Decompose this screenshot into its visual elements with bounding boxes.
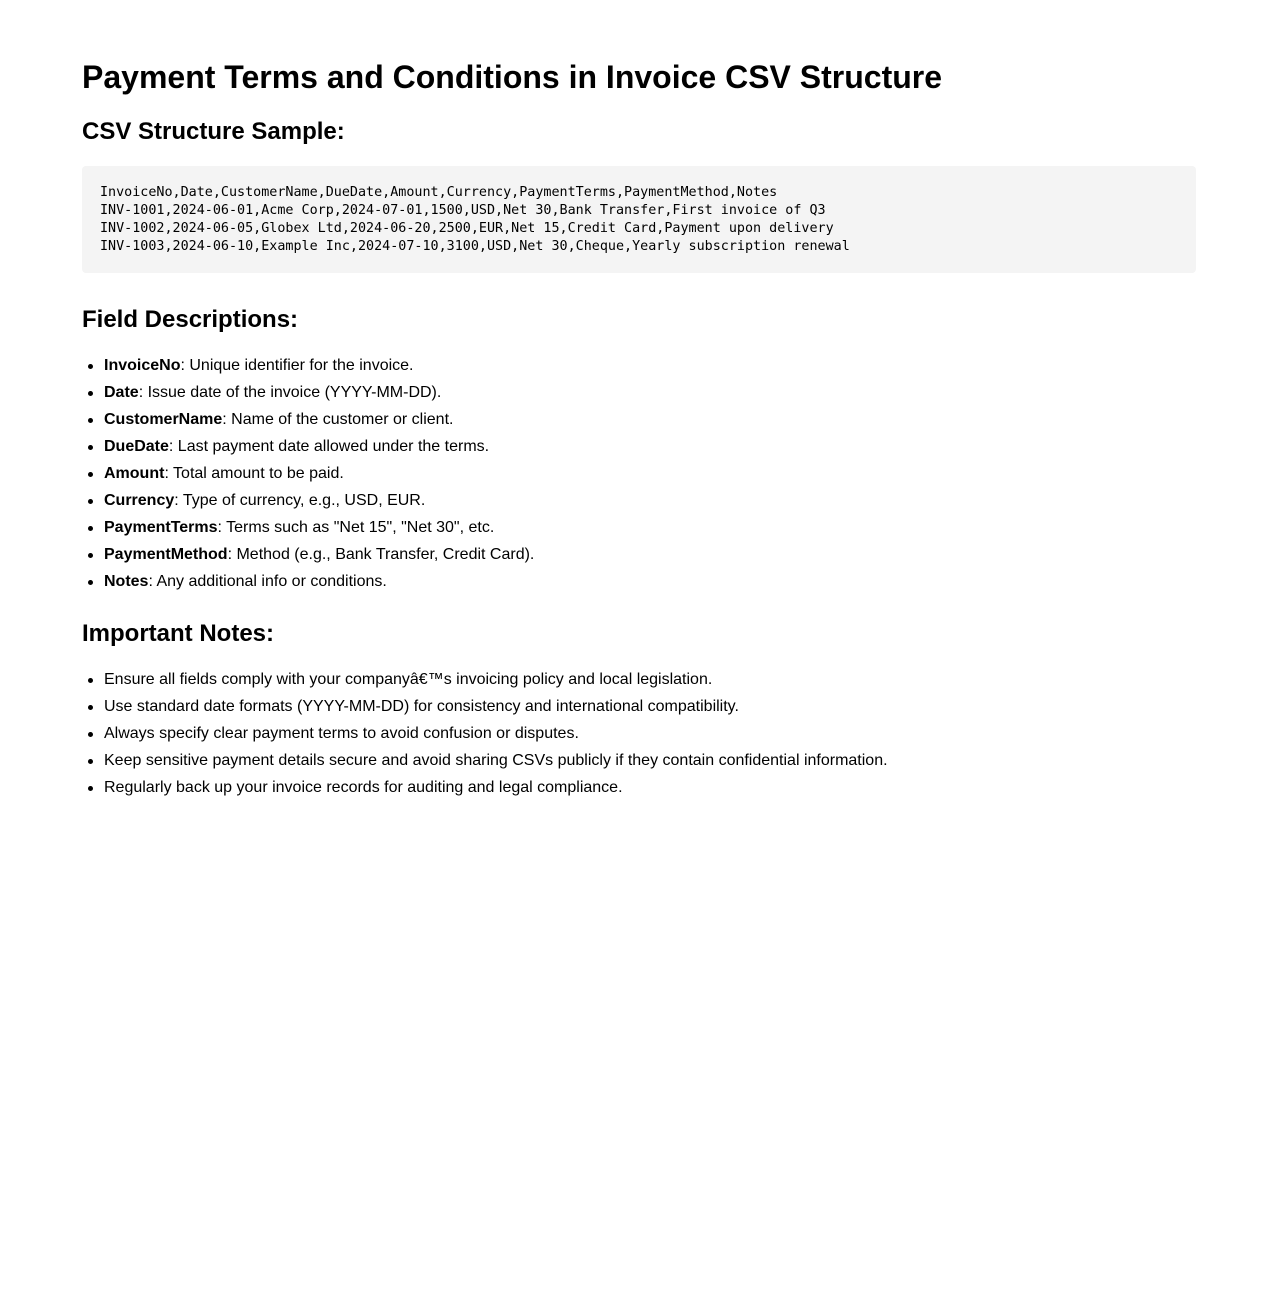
field-item bbox=[104, 406, 534, 433]
csv-header-line: InvoiceNo,Date,CustomerName,DueDate,Amount,Currency,PaymentTerms,PaymentMethod,Notes bbox=[100, 185, 778, 200]
field-term: CustomerName bbox=[104, 411, 223, 428]
field-descriptions-list bbox=[82, 352, 534, 595]
field-description: : Type of currency, e.g., USD, EUR. bbox=[174, 492, 426, 509]
bullet-icon bbox=[88, 364, 93, 369]
field-description: : Unique identifier for the invoice. bbox=[180, 357, 414, 374]
note-text: Ensure all fields comply with your companyâ€™s invoicing policy and local legislation. bbox=[104, 671, 713, 688]
page-title: Payment Terms and Conditions in Invoice CSV Structure bbox=[82, 59, 943, 95]
field-item bbox=[104, 460, 534, 487]
note-item bbox=[104, 720, 888, 747]
field-description: : Name of the customer or client. bbox=[222, 411, 454, 428]
note-text: Keep sensitive payment details secure and avoid sharing CSVs publicly if they contain confidential information. bbox=[104, 752, 888, 769]
field-item bbox=[104, 514, 534, 541]
field-term: Currency bbox=[104, 492, 175, 509]
field-item bbox=[104, 433, 534, 460]
bullet-icon bbox=[88, 678, 93, 683]
field-term: PaymentMethod bbox=[104, 546, 228, 563]
note-item bbox=[104, 747, 888, 774]
bullet-icon bbox=[88, 391, 93, 396]
field-term: DueDate bbox=[104, 438, 169, 455]
bullet-icon bbox=[88, 418, 93, 423]
field-term: PaymentTerms bbox=[104, 519, 218, 536]
csv-data-line: INV-1003,2024-06-10,Example Inc,2024-07-10,3100,USD,Net 30,Cheque,Yearly subscription renewal bbox=[100, 239, 850, 254]
field-item bbox=[104, 352, 534, 379]
field-term: Amount bbox=[104, 465, 165, 482]
note-text: Use standard date formats (YYYY-MM-DD) for consistency and international compatibility. bbox=[104, 698, 739, 715]
field-item bbox=[104, 379, 534, 406]
field-term: Date bbox=[104, 384, 139, 401]
bullet-icon bbox=[88, 499, 93, 504]
field-descriptions-heading: Field Descriptions: bbox=[82, 306, 299, 333]
note-item bbox=[104, 693, 888, 720]
important-notes-list bbox=[82, 666, 888, 801]
field-term: Notes bbox=[104, 573, 149, 590]
bullet-icon bbox=[88, 786, 93, 791]
field-description: : Issue date of the invoice (YYYY-MM-DD). bbox=[138, 384, 442, 401]
bullet-icon bbox=[88, 472, 93, 477]
note-item bbox=[104, 666, 888, 693]
csv-code-block bbox=[82, 166, 1196, 273]
bullet-icon bbox=[88, 445, 93, 450]
csv-sample-heading: CSV Structure Sample: bbox=[82, 118, 345, 145]
bullet-icon bbox=[88, 705, 93, 710]
field-description: : Method (e.g., Bank Transfer, Credit Card). bbox=[227, 546, 535, 563]
field-item bbox=[104, 541, 534, 568]
bullet-icon bbox=[88, 553, 93, 558]
bullet-icon bbox=[88, 732, 93, 737]
note-item bbox=[104, 774, 888, 801]
field-term: InvoiceNo bbox=[104, 357, 181, 374]
bullet-icon bbox=[88, 526, 93, 531]
field-description: : Last payment date allowed under the terms. bbox=[168, 438, 490, 455]
note-text: Always specify clear payment terms to avoid confusion or disputes. bbox=[104, 725, 579, 742]
bullet-icon bbox=[88, 580, 93, 585]
note-text: Regularly back up your invoice records for auditing and legal compliance. bbox=[104, 779, 623, 796]
csv-data-line: INV-1001,2024-06-01,Acme Corp,2024-07-01,1500,USD,Net 30,Bank Transfer,First invoice of Q3 bbox=[100, 203, 826, 218]
bullet-icon bbox=[88, 759, 93, 764]
important-notes-heading: Important Notes: bbox=[82, 620, 274, 647]
field-description: : Any additional info or conditions. bbox=[148, 573, 387, 590]
field-description: : Terms such as "Net 15", "Net 30", etc. bbox=[217, 519, 495, 536]
field-item bbox=[104, 568, 534, 595]
csv-data-line: INV-1002,2024-06-05,Globex Ltd,2024-06-20,2500,EUR,Net 15,Credit Card,Payment upon delivery bbox=[100, 221, 834, 236]
field-description: : Total amount to be paid. bbox=[164, 465, 344, 482]
field-item bbox=[104, 487, 534, 514]
